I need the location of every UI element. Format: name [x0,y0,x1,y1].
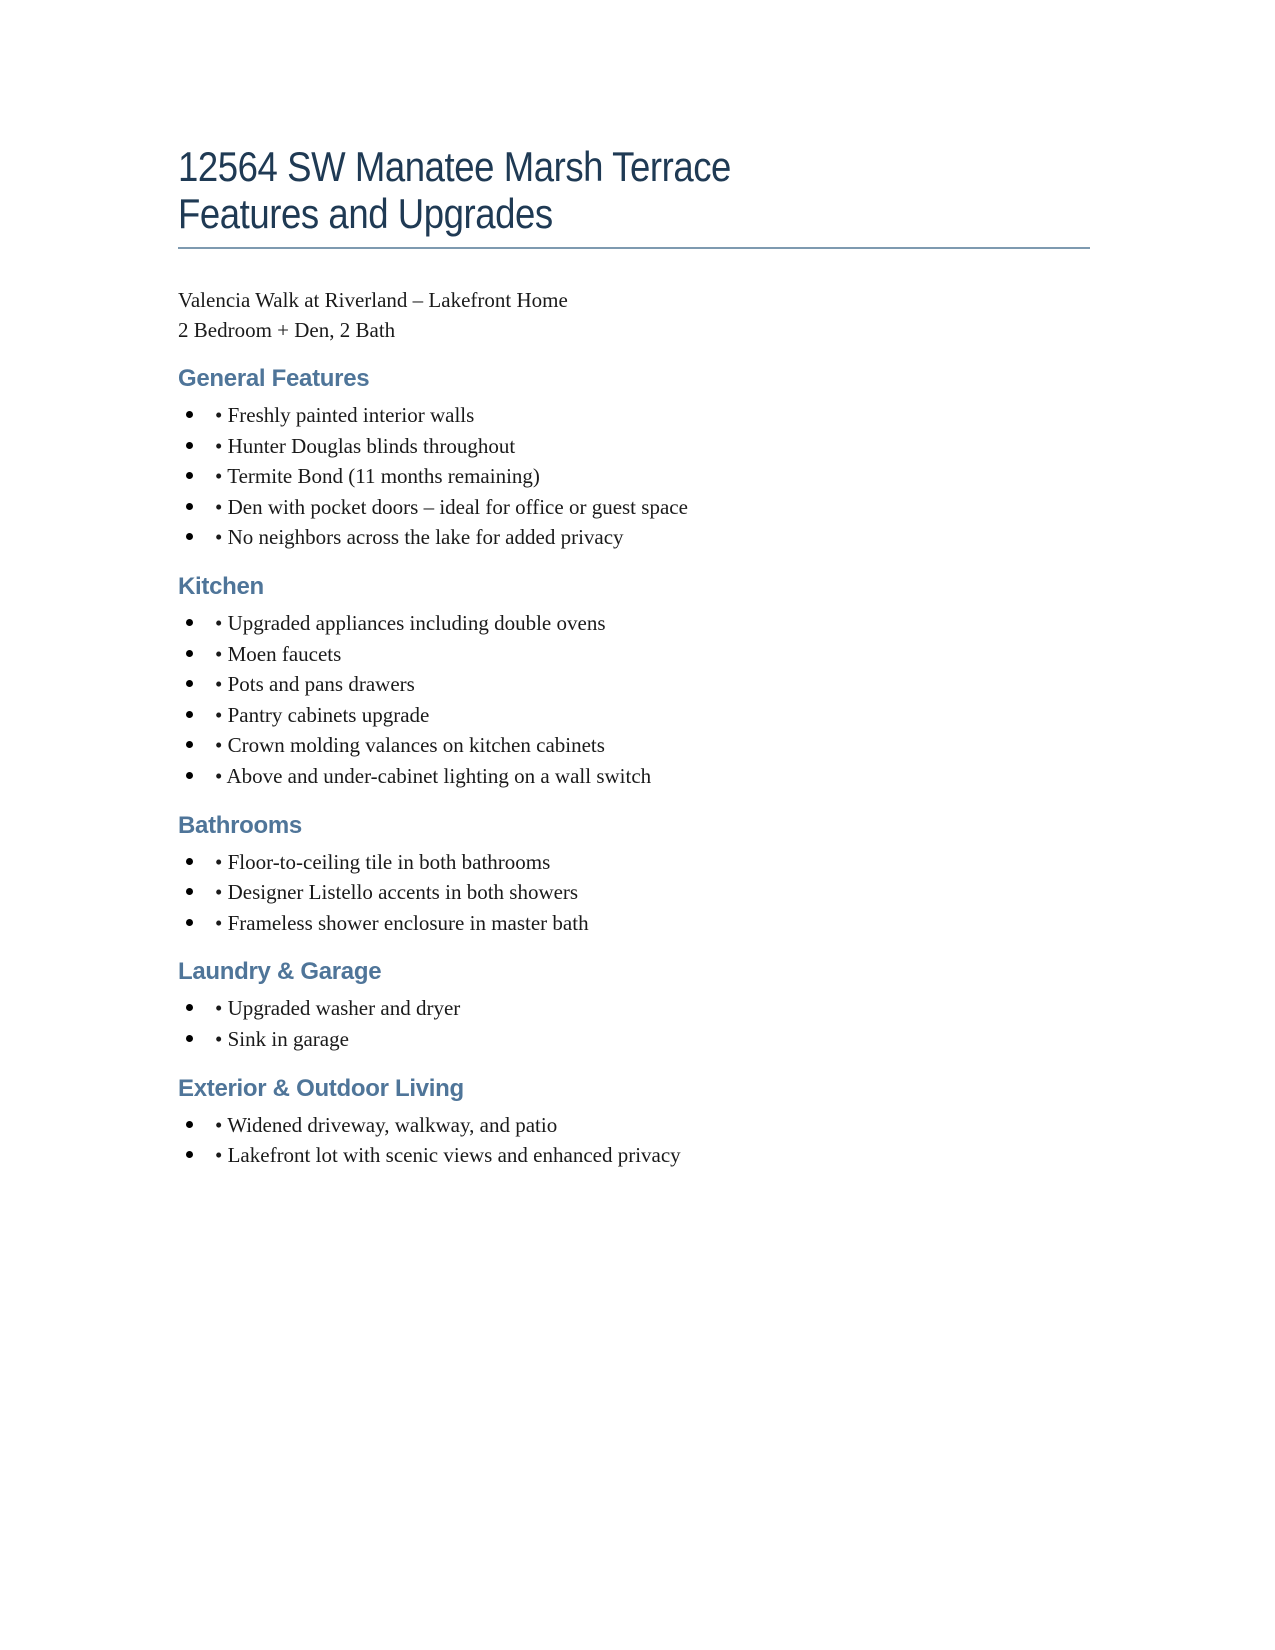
bullet-icon [186,888,193,895]
bullet-icon [186,1004,193,1011]
bullet-icon [186,680,193,687]
bullet-icon [186,919,193,926]
title-rule [178,247,1090,249]
section-bathrooms [178,813,1090,939]
bullet-icon [186,711,193,718]
list-item [178,730,1090,761]
list-item [178,639,1090,670]
list-item-text: • Crown molding valances on kitchen cabinets [215,733,605,758]
subtitle [178,285,1090,345]
list-item [178,669,1090,700]
bullet-icon [186,772,193,779]
list-item [178,700,1090,731]
bullet-icon [186,619,193,626]
list-item [178,608,1090,639]
list-item-text: • Freshly painted interior walls [215,403,475,427]
feature-list [178,1110,1090,1171]
subtitle-line2: 2 Bedroom + Den, 2 Bath [178,318,396,342]
list-item [178,1140,1090,1171]
section-heading: Kitchen [178,572,264,600]
list-item-text: • Above and under-cabinet lighting on a wall switch [215,763,652,788]
section-heading: Laundry & Garage [178,958,382,986]
bullet-icon [186,442,193,449]
bullet-icon [186,741,193,748]
list-item-text: • Den with pocket doors – ideal for office or guest space [215,494,688,519]
section-kitchen [178,574,1090,792]
section-heading: General Features [178,365,370,392]
list-item [178,492,1090,523]
subtitle-line1: Valencia Walk at Riverland – Lakefront Home [178,288,568,312]
list-item-text: • Designer Listello accents in both showers [215,880,579,905]
list-item [178,908,1090,939]
list-item [178,522,1090,553]
feature-list [178,400,1090,553]
list-item [178,993,1090,1024]
section-heading: Bathrooms [178,811,302,839]
list-item [178,1024,1090,1055]
bullet-icon [186,1121,193,1128]
page-title-line2: Features and Upgrades [178,190,553,237]
list-item [178,847,1090,878]
section-heading: Exterior & Outdoor Living [178,1074,464,1102]
bullet-icon [186,1151,193,1158]
list-item-text: • Termite Bond (11 months remaining) [215,464,540,489]
list-item-text: • Moen faucets [215,641,342,666]
list-item-text: • Pots and pans drawers [215,672,415,697]
section-exterior-outdoor-living [178,1076,1090,1171]
document-page [178,0,1090,1171]
list-item-text: • Upgraded washer and dryer [215,996,461,1021]
list-item [178,1110,1090,1141]
bullet-icon [186,650,193,657]
bullet-icon [186,472,193,479]
page-title [178,143,971,237]
bullet-icon [186,858,193,865]
list-item [178,400,1090,431]
list-item [178,431,1090,462]
list-item-text: • Widened driveway, walkway, and patio [215,1112,558,1137]
list-item [178,461,1090,492]
list-item-text: • Upgraded appliances including double ovens [215,610,606,635]
list-item [178,761,1090,792]
bullet-icon [186,533,193,540]
section-general-features [178,366,1090,553]
list-item-text: • Lakefront lot with scenic views and enhanced privacy [215,1143,681,1168]
feature-list [178,608,1090,792]
bullet-icon [186,1035,193,1042]
list-item-text: • Pantry cabinets upgrade [215,702,430,727]
section-laundry-garage [178,959,1090,1054]
list-item-text: • Floor-to-ceiling tile in both bathrooms [215,849,551,874]
list-item-text: • Frameless shower enclosure in master bath [215,910,589,935]
list-item [178,877,1090,908]
list-item-text: • No neighbors across the lake for added privacy [215,525,624,550]
page-title-line1: 12564 SW Manatee Marsh Terrace [178,143,731,190]
bullet-icon [186,411,193,418]
feature-list [178,847,1090,939]
feature-list [178,993,1090,1054]
list-item-text: • Hunter Douglas blinds throughout [215,433,516,458]
list-item-text: • Sink in garage [215,1026,349,1051]
bullet-icon [186,503,193,510]
